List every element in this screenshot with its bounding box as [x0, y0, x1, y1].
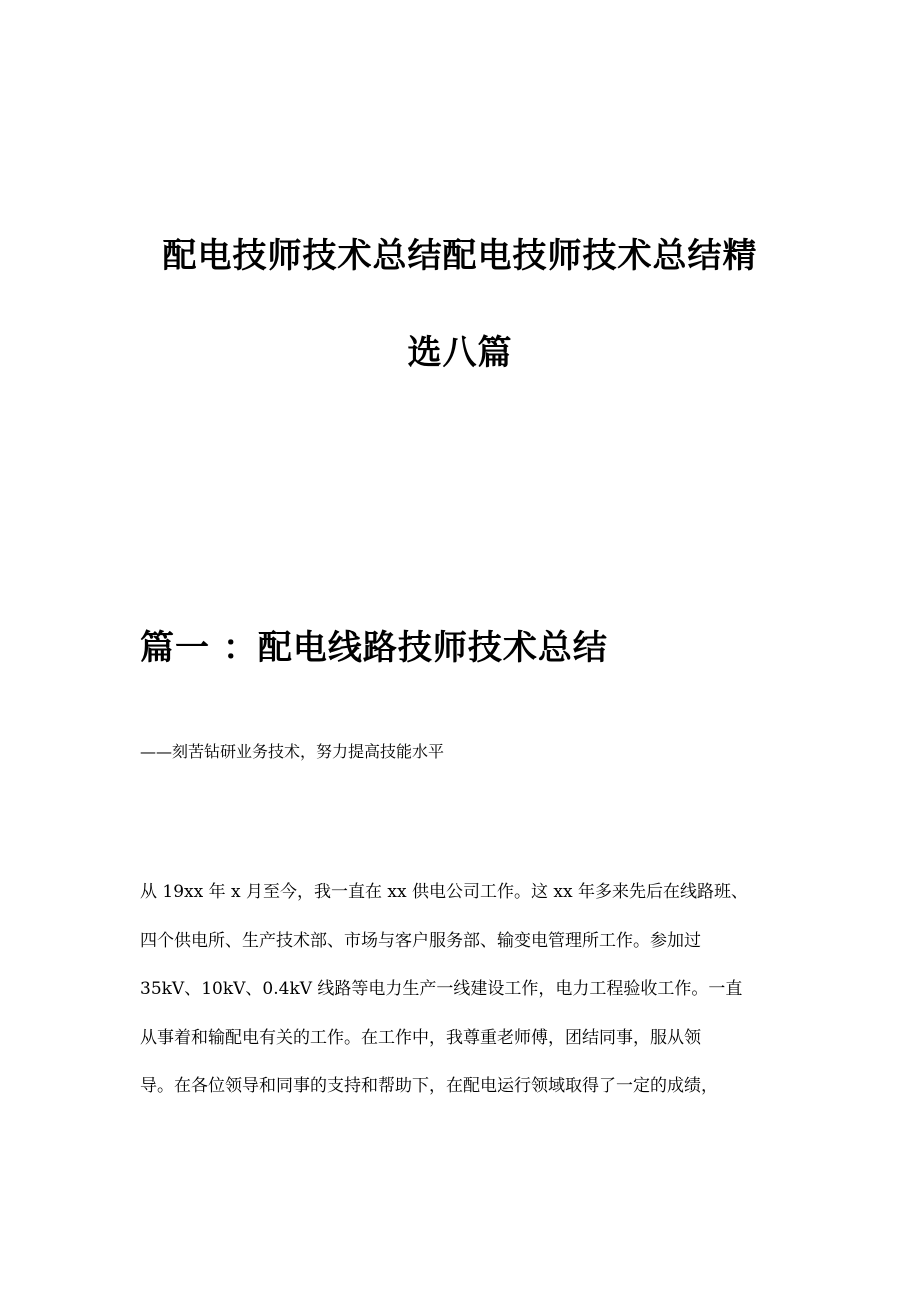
body-text-line: 四个供电所、生产技术部、市场与客户服务部、输变电管理所工作。参加过: [140, 931, 701, 951]
body-text-line: 35kV、10kV、0.4kV 线路等电力生产一线建设工作，电力工程验收工作。一直: [140, 979, 743, 999]
section-subtitle: ——刻苦钻研业务技术，努力提高技能水平: [140, 742, 445, 761]
section-heading: 篇一 ：配电线路技师技术总结: [140, 628, 608, 668]
document-title-line-2: 选八篇: [407, 333, 513, 373]
body-text-line: 从事着和输配电有关的工作。在工作中，我尊重老师傅，团结同事，服从领: [140, 1028, 701, 1048]
body-text-line: 导。在各位领导和同事的支持和帮助下，在配电运行领域取得了一定的成绩，: [140, 1076, 718, 1096]
document-title-line-1: 配电技师技术总结配电技师技术总结精: [162, 236, 758, 276]
body-text-line: 从 19xx 年 x 月至今，我一直在 xx 供电公司工作。这 xx 年多来先后在线路班、: [140, 882, 748, 902]
